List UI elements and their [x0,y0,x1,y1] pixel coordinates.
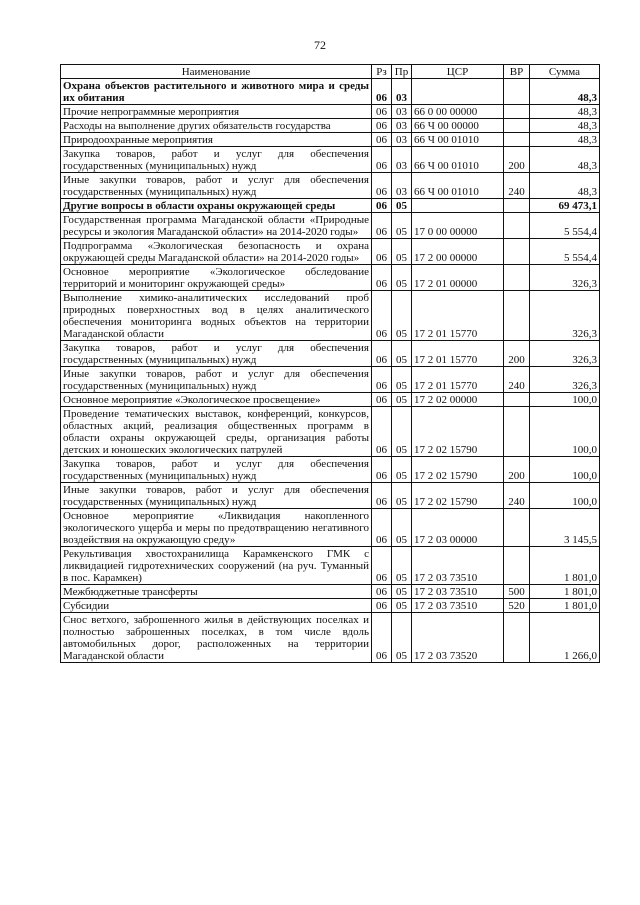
cell-sum: 1 801,0 [530,547,600,585]
cell-pr: 03 [392,173,412,199]
cell-name: Проведение тематических выставок, конференций, конкурсов, областных акций, реализация общественных программ в области охраны окружающей среды, организация работы детских и юношеских экологических патрулей [61,407,372,457]
page-number: 72 [314,38,326,52]
cell-rz: 06 [372,239,392,265]
cell-name: Государственная программа Магаданской области «Природные ресурсы и экология Магаданской области» на 2014-2020 годы» [61,213,372,239]
cell-vr: 520 [504,599,530,613]
cell-rz: 06 [372,599,392,613]
cell-name: Основное мероприятие «Ликвидация накопленного экологического ущерба и меры по предотвращению негативного воздействия на окружающую среду» [61,509,372,547]
cell-rz: 06 [372,367,392,393]
table-row [61,393,600,407]
cell-csr: 17 2 02 15790 [412,407,504,457]
cell-csr: 17 2 02 15790 [412,457,504,483]
cell-pr: 05 [392,509,412,547]
cell-csr: 17 2 03 73520 [412,613,504,663]
header-name: Наименование [61,65,372,79]
cell-csr: 17 2 03 73510 [412,547,504,585]
cell-rz: 06 [372,199,392,213]
cell-sum: 100,0 [530,393,600,407]
cell-rz: 06 [372,173,392,199]
cell-vr [504,509,530,547]
table-row [61,407,600,457]
table-row [61,79,600,105]
cell-csr: 66 Ч 00 01010 [412,173,504,199]
table-row [61,367,600,393]
table-row [61,133,600,147]
cell-csr: 66 Ч 00 00000 [412,119,504,133]
cell-sum: 48,3 [530,173,600,199]
cell-vr: 200 [504,341,530,367]
cell-vr [504,547,530,585]
cell-sum: 100,0 [530,407,600,457]
cell-vr: 200 [504,147,530,173]
cell-pr: 05 [392,457,412,483]
table-row [61,483,600,509]
cell-csr: 17 2 00 00000 [412,239,504,265]
cell-sum: 48,3 [530,133,600,147]
cell-vr [504,239,530,265]
table-row [61,613,600,663]
cell-pr: 05 [392,547,412,585]
cell-vr: 240 [504,173,530,199]
cell-pr: 05 [392,585,412,599]
cell-csr [412,79,504,105]
cell-rz: 06 [372,119,392,133]
cell-name: Прочие непрограммные мероприятия [61,105,372,119]
cell-vr [504,265,530,291]
cell-rz: 06 [372,585,392,599]
cell-sum: 1 801,0 [530,585,600,599]
cell-rz: 06 [372,547,392,585]
cell-vr: 240 [504,367,530,393]
table-header-row [61,65,600,79]
budget-table [60,64,600,663]
cell-sum: 3 145,5 [530,509,600,547]
table-row [61,585,600,599]
cell-pr: 05 [392,199,412,213]
cell-vr: 240 [504,483,530,509]
cell-pr: 05 [392,265,412,291]
cell-sum: 48,3 [530,147,600,173]
cell-name: Природоохранные мероприятия [61,133,372,147]
cell-csr: 17 2 02 15790 [412,483,504,509]
cell-vr [504,199,530,213]
table-row [61,291,600,341]
cell-csr: 17 2 03 73510 [412,585,504,599]
cell-sum: 5 554,4 [530,239,600,265]
header-pr: Пр [392,65,412,79]
cell-name: Иные закупки товаров, работ и услуг для обеспечения государственных (муниципальных) нужд [61,367,372,393]
cell-pr: 05 [392,483,412,509]
cell-csr: 17 2 03 73510 [412,599,504,613]
cell-sum: 69 473,1 [530,199,600,213]
cell-sum: 1 801,0 [530,599,600,613]
table-row [61,341,600,367]
cell-vr [504,79,530,105]
cell-rz: 06 [372,483,392,509]
cell-sum: 1 266,0 [530,613,600,663]
table-row [61,509,600,547]
cell-pr: 05 [392,393,412,407]
cell-rz: 06 [372,341,392,367]
cell-vr: 200 [504,457,530,483]
cell-name: Основное мероприятие «Экологическое обследование территорий и мониторинг окружающей среды» [61,265,372,291]
cell-csr: 17 2 01 00000 [412,265,504,291]
cell-rz: 06 [372,147,392,173]
cell-csr: 17 2 01 15770 [412,367,504,393]
table-row [61,173,600,199]
cell-pr: 03 [392,119,412,133]
cell-sum: 48,3 [530,105,600,119]
cell-name: Подпрограмма «Экологическая безопасность и охрана окружающей среды Магаданской области» на 2014-2020 годы» [61,239,372,265]
cell-sum: 326,3 [530,265,600,291]
cell-pr: 05 [392,407,412,457]
cell-name: Субсидии [61,599,372,613]
cell-vr [504,407,530,457]
cell-sum: 48,3 [530,79,600,105]
table-row [61,199,600,213]
cell-name: Основное мероприятие «Экологическое просвещение» [61,393,372,407]
table-row [61,457,600,483]
cell-name: Снос ветхого, заброшенного жилья в действующих поселках и полностью заброшенных поселках, в том числе вдоль автомобильных дорог, расположенных на территории Магаданской области [61,613,372,663]
cell-sum: 326,3 [530,367,600,393]
cell-name: Закупка товаров, работ и услуг для обеспечения государственных (муниципальных) нужд [61,457,372,483]
cell-pr: 05 [392,291,412,341]
header-csr: ЦСР [412,65,504,79]
cell-sum: 100,0 [530,483,600,509]
header-sum: Сумма [530,65,600,79]
table-body [61,79,600,663]
cell-vr [504,133,530,147]
cell-pr: 05 [392,213,412,239]
cell-vr [504,105,530,119]
cell-pr: 05 [392,239,412,265]
cell-rz: 06 [372,291,392,341]
table-row [61,239,600,265]
cell-csr [412,199,504,213]
cell-csr: 66 Ч 00 01010 [412,133,504,147]
cell-pr: 05 [392,341,412,367]
cell-name: Рекультивация хвостохранилища Карамкенского ГМК с ликвидацией гидротехнических сооружений (на руч. Туманный в пос. Карамкен) [61,547,372,585]
cell-pr: 05 [392,613,412,663]
cell-name: Иные закупки товаров, работ и услуг для обеспечения государственных (муниципальных) нужд [61,483,372,509]
cell-rz: 06 [372,407,392,457]
cell-rz: 06 [372,79,392,105]
cell-csr: 66 0 00 00000 [412,105,504,119]
cell-pr: 03 [392,105,412,119]
cell-vr [504,291,530,341]
cell-rz: 06 [372,393,392,407]
cell-vr: 500 [504,585,530,599]
cell-csr: 17 2 02 00000 [412,393,504,407]
cell-rz: 06 [372,509,392,547]
cell-name: Закупка товаров, работ и услуг для обеспечения государственных (муниципальных) нужд [61,341,372,367]
table-row [61,119,600,133]
cell-sum: 326,3 [530,341,600,367]
cell-pr: 03 [392,147,412,173]
table-row [61,265,600,291]
cell-vr [504,119,530,133]
cell-sum: 326,3 [530,291,600,341]
cell-name: Закупка товаров, работ и услуг для обеспечения государственных (муниципальных) нужд [61,147,372,173]
cell-rz: 06 [372,133,392,147]
cell-vr [504,213,530,239]
cell-vr [504,613,530,663]
cell-name: Другие вопросы в области охраны окружающей среды [61,199,372,213]
table-row [61,213,600,239]
cell-rz: 06 [372,265,392,291]
cell-csr: 66 Ч 00 01010 [412,147,504,173]
cell-sum: 5 554,4 [530,213,600,239]
cell-rz: 06 [372,105,392,119]
cell-pr: 03 [392,133,412,147]
cell-csr: 17 0 00 00000 [412,213,504,239]
table-row [61,147,600,173]
cell-rz: 06 [372,613,392,663]
cell-pr: 03 [392,79,412,105]
cell-pr: 05 [392,367,412,393]
cell-name: Межбюджетные трансферты [61,585,372,599]
cell-name: Расходы на выполнение других обязательств государства [61,119,372,133]
cell-name: Иные закупки товаров, работ и услуг для обеспечения государственных (муниципальных) нужд [61,173,372,199]
header-rz: Рз [372,65,392,79]
cell-rz: 06 [372,213,392,239]
table-row [61,599,600,613]
cell-csr: 17 2 01 15770 [412,291,504,341]
table-row [61,547,600,585]
header-vr: ВР [504,65,530,79]
cell-csr: 17 2 03 00000 [412,509,504,547]
cell-name: Выполнение химико-аналитических исследований проб природных поверхностных вод в целях аналитического обеспечения мониторинга водных объектов на территории Магаданской области [61,291,372,341]
cell-sum: 48,3 [530,119,600,133]
table-row [61,105,600,119]
cell-name: Охрана объектов растительного и животного мира и среды их обитания [61,79,372,105]
cell-sum: 100,0 [530,457,600,483]
cell-vr [504,393,530,407]
cell-pr: 05 [392,599,412,613]
cell-rz: 06 [372,457,392,483]
cell-csr: 17 2 01 15770 [412,341,504,367]
